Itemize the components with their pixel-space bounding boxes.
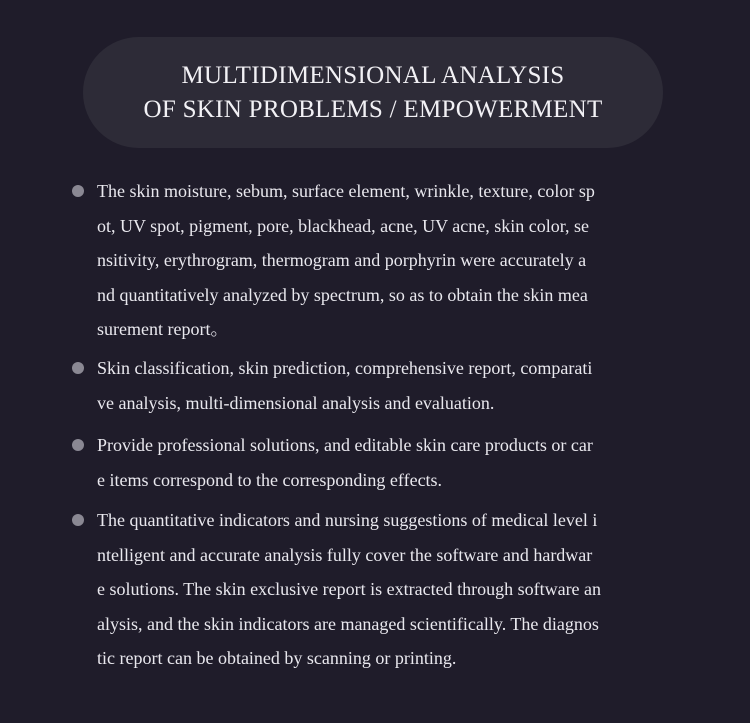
text-line: e solutions. The skin exclusive report is extracted through software an <box>97 579 602 599</box>
bullet-dot-icon <box>72 514 84 526</box>
feature-item-text <box>97 351 687 420</box>
text-line: nsitivity, erythrogram, thermogram and porphyrin were accurately a <box>97 250 587 270</box>
text-line: tic report can be obtained by scanning or printing. <box>97 648 457 668</box>
feature-item-text <box>97 174 687 347</box>
bullet-dot-icon <box>72 185 84 197</box>
title-line-2: OF SKIN PROBLEMS / EMPOWERMENT <box>143 95 603 123</box>
feature-item-text <box>97 428 687 497</box>
text-line: Provide professional solutions, and editable skin care products or car <box>97 435 593 455</box>
text-line: ntelligent and accurate analysis fully cover the software and hardwar <box>97 544 593 565</box>
text-line: e items correspond to the corresponding effects. <box>97 469 443 490</box>
text-line: The skin moisture, sebum, surface element, wrinkle, texture, color sp <box>97 181 595 201</box>
text-line: The quantitative indicators and nursing suggestions of medical level i <box>97 510 598 530</box>
text-line: nd quantitatively analyzed by spectrum, so as to obtain the skin mea <box>97 284 588 305</box>
text-line: ve analysis, multi-dimensional analysis and evaluation. <box>97 392 495 413</box>
feature-item-text <box>97 503 687 676</box>
bullet-dot-icon <box>72 362 84 374</box>
text-line: alysis, and the skin indicators are managed scientifically. The diagnos <box>97 613 599 634</box>
text-line: Skin classification, skin prediction, comprehensive report, comparati <box>97 358 593 378</box>
bullet-dot-icon <box>72 439 84 451</box>
title-line-1: MULTIDIMENSIONAL ANALYSIS <box>181 61 565 89</box>
text-line: surement report。 <box>97 319 229 339</box>
text-line: ot, UV spot, pigment, pore, blackhead, acne, UV acne, skin color, se <box>97 215 589 236</box>
